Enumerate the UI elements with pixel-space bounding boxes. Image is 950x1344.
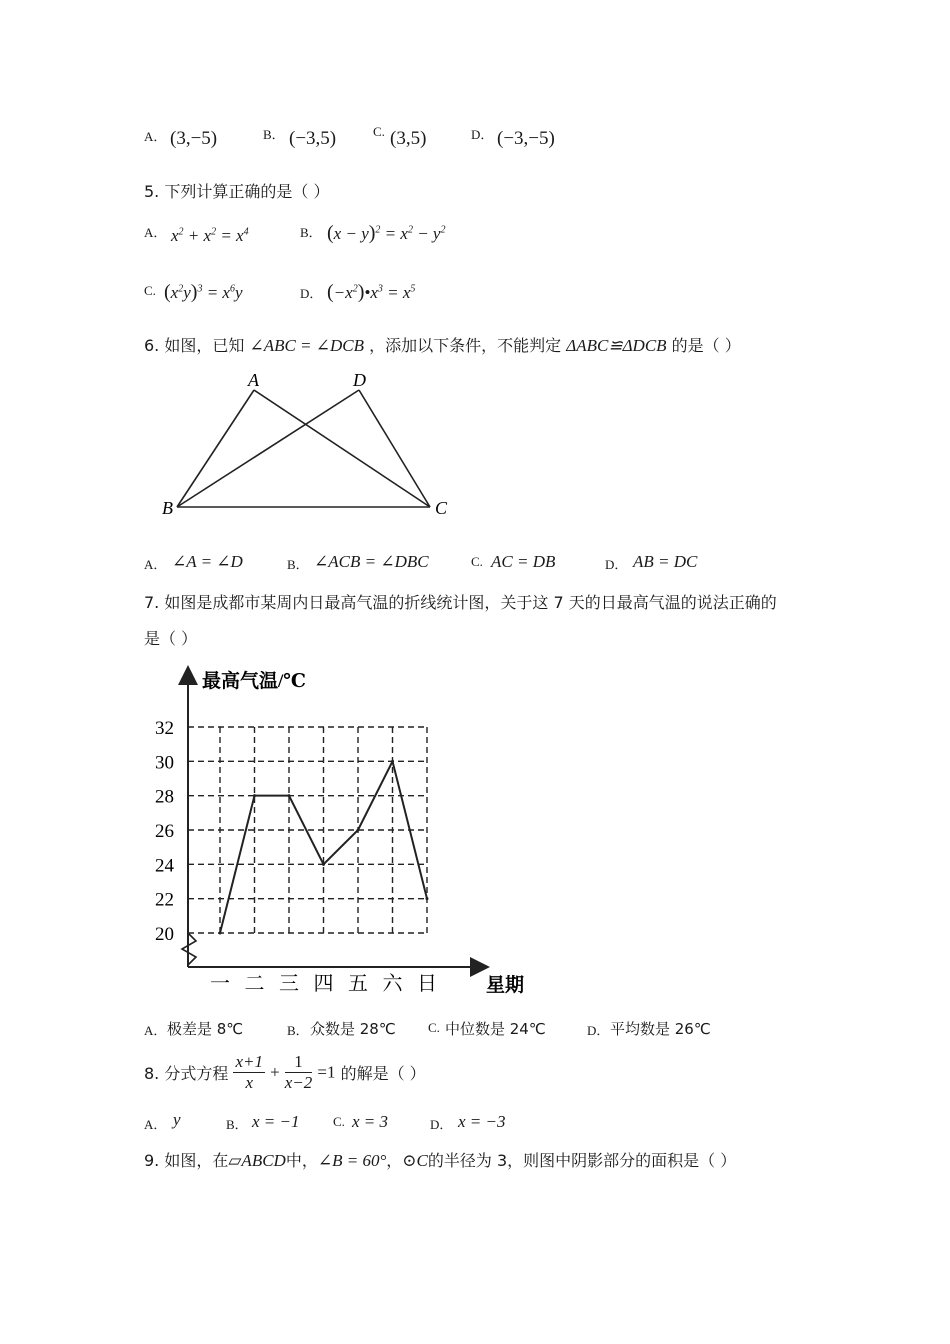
q4-option-a-label: A．: [144, 129, 167, 144]
q8-stem-prefix: 8. 分式方程: [144, 1064, 229, 1083]
q8-fraction-2: [285, 1052, 313, 1093]
q6-option-c-label: C.: [471, 554, 483, 569]
y-tick-label-28: 28: [155, 786, 174, 808]
q8-option-a-label: A．: [144, 1117, 167, 1132]
q4-option-b-label: B．: [263, 127, 285, 142]
x-tick-label-5: 五: [348, 973, 368, 995]
q8-frac2-num: 1: [285, 1052, 313, 1073]
point-b-label: B: [162, 498, 173, 518]
q5-option-b: $(x - y)^2 = x^2 - y^2$: [327, 222, 446, 244]
q6-option-a: ∠A = ∠D: [172, 552, 243, 571]
q8-plus: +: [270, 1062, 280, 1082]
q7-option-b-label: B．: [287, 1023, 309, 1038]
q6-option-a-label: A．: [144, 557, 167, 572]
q7-option-a-label: A．: [144, 1023, 167, 1038]
q4-option-c: (3,5): [390, 128, 427, 149]
q8-option-a: y: [173, 1110, 181, 1129]
q7-option-b: 众数是 28℃: [310, 1020, 396, 1038]
q7-option-c-label: C.: [428, 1020, 440, 1035]
data-point-4: [322, 863, 325, 866]
q4-option-d-label: D．: [471, 127, 494, 142]
q5-option-d: $(-x^2)•x^3 = x^5$: [327, 281, 416, 303]
chart-grid: [188, 727, 427, 933]
y-tick-label-30: 30: [155, 752, 174, 774]
q5-option-c: $(x^2y)^3 = x^6y$: [164, 281, 243, 303]
x-tick-label-7: 日: [417, 973, 437, 995]
q5-stem: 5. 下列计算正确的是（ ）: [144, 182, 330, 201]
q7-line-chart: [150, 660, 550, 1000]
q9-circle: ⊙C: [402, 1151, 428, 1170]
q9-angle: ∠B = 60°: [317, 1151, 387, 1170]
q8-option-d-label: D．: [430, 1117, 453, 1132]
segment-ab: [177, 390, 254, 507]
data-point-5: [357, 829, 360, 832]
data-point-3: [288, 794, 291, 797]
q9-parallelogram: ▱ABCD: [228, 1151, 286, 1170]
y-tick-label-32: 32: [155, 718, 174, 739]
q8-stem-suffix: 的解是（ ）: [340, 1064, 426, 1083]
q8-option-c: x = 3: [352, 1112, 389, 1131]
y-tick-label-24: 24: [155, 855, 174, 877]
q6-option-b: ∠ACB = ∠DBC: [314, 552, 429, 571]
q8-equals: =1: [317, 1062, 336, 1082]
q4-option-a: (3,−5): [170, 128, 218, 149]
q5-option-b-label: B．: [300, 225, 322, 240]
q6-congruence: ΔABC≌ΔDCB: [566, 336, 667, 355]
q8-option-b-label: B．: [226, 1117, 248, 1132]
q8-frac1-den: x: [245, 1073, 253, 1092]
x-tick-label-1: 一: [210, 973, 230, 995]
segment-dc: [359, 390, 430, 507]
y-tick-label-20: 20: [155, 924, 174, 945]
q8-option-c-label: C.: [333, 1114, 345, 1129]
q6-option-b-label: B．: [287, 557, 309, 572]
chart-y-ticks: [155, 718, 175, 945]
data-point-2: [253, 794, 256, 797]
q6-option-c: AC = DB: [491, 552, 556, 571]
x-tick-label-3: 三: [279, 973, 299, 995]
chart-y-axis-label: 最高气温/℃: [202, 671, 307, 692]
chart-x-axis-label: 星期: [486, 975, 525, 996]
q6-stem-suffix: 的是（ ）: [671, 336, 741, 355]
q6-stem-prefix: 6. 如图，已知: [144, 336, 245, 355]
q6-option-d: AB = DC: [633, 552, 698, 571]
chart-axes: [182, 675, 480, 967]
point-a-label: A: [248, 370, 259, 390]
q6-triangle-figure: [150, 360, 470, 525]
q8-frac2-den: x−2: [284, 1073, 313, 1092]
segment-ac: [254, 390, 430, 507]
q4-option-d: (−3,−5): [497, 128, 555, 149]
x-tick-label-6: 六: [382, 973, 403, 995]
q9-stem-suffix: 的半径为 3，则图中阴影部分的面积是（ ）: [427, 1151, 737, 1170]
q5-option-d-label: D．: [300, 286, 323, 301]
data-point-6: [391, 760, 394, 763]
q9-mid1: 中，: [285, 1151, 318, 1170]
q6-given: ∠ABC = ∠DCB: [249, 336, 365, 355]
point-c-label: C: [435, 498, 448, 518]
point-d-label: D: [353, 370, 366, 390]
data-point-1: [219, 932, 222, 935]
q8-option-d: x = −3: [458, 1112, 506, 1131]
q8-stem: [144, 1052, 426, 1093]
q7-option-d-label: D．: [587, 1023, 610, 1038]
q6-option-d-label: D．: [605, 557, 628, 572]
q9-stem-prefix: 9. 如图，在: [144, 1151, 229, 1170]
q5-option-a: $x^2 + x^2 = x^4$: [171, 226, 249, 245]
q8-fraction-1: [233, 1052, 265, 1093]
y-tick-label-26: 26: [155, 821, 174, 842]
q9-mid2: ，: [386, 1151, 403, 1170]
segment-bd: [177, 390, 359, 507]
x-tick-label-2: 二: [244, 973, 265, 995]
chart-x-ticks: [210, 972, 437, 995]
q7-option-d: 平均数是 26℃: [610, 1020, 711, 1038]
q9-stem: [144, 1148, 736, 1171]
q5-option-a-label: A．: [144, 225, 167, 240]
q7-option-c: 中位数是 24℃: [445, 1020, 546, 1038]
y-tick-label-22: 22: [155, 889, 174, 911]
q7-stem-line2: 是（ ）: [144, 629, 198, 648]
q7-option-a: 极差是 8℃: [167, 1020, 244, 1038]
q4-option-b: (−3,5): [289, 128, 337, 149]
x-tick-label-4: 四: [313, 973, 334, 995]
q7-stem-line1: 7. 如图是成都市某周内日最高气温的折线统计图，关于这 7 天的日最高气温的说法正确的: [144, 593, 777, 612]
q4-option-c-label: C.: [373, 124, 385, 139]
q6-stem-mid: ，添加以下条件，不能判定: [369, 336, 562, 355]
q8-option-b: x = −1: [252, 1112, 300, 1131]
q8-frac1-num: x+1: [235, 1052, 263, 1071]
q6-stem: [144, 333, 741, 356]
q5-option-c-label: C.: [144, 283, 156, 298]
data-point-7: [426, 897, 429, 900]
